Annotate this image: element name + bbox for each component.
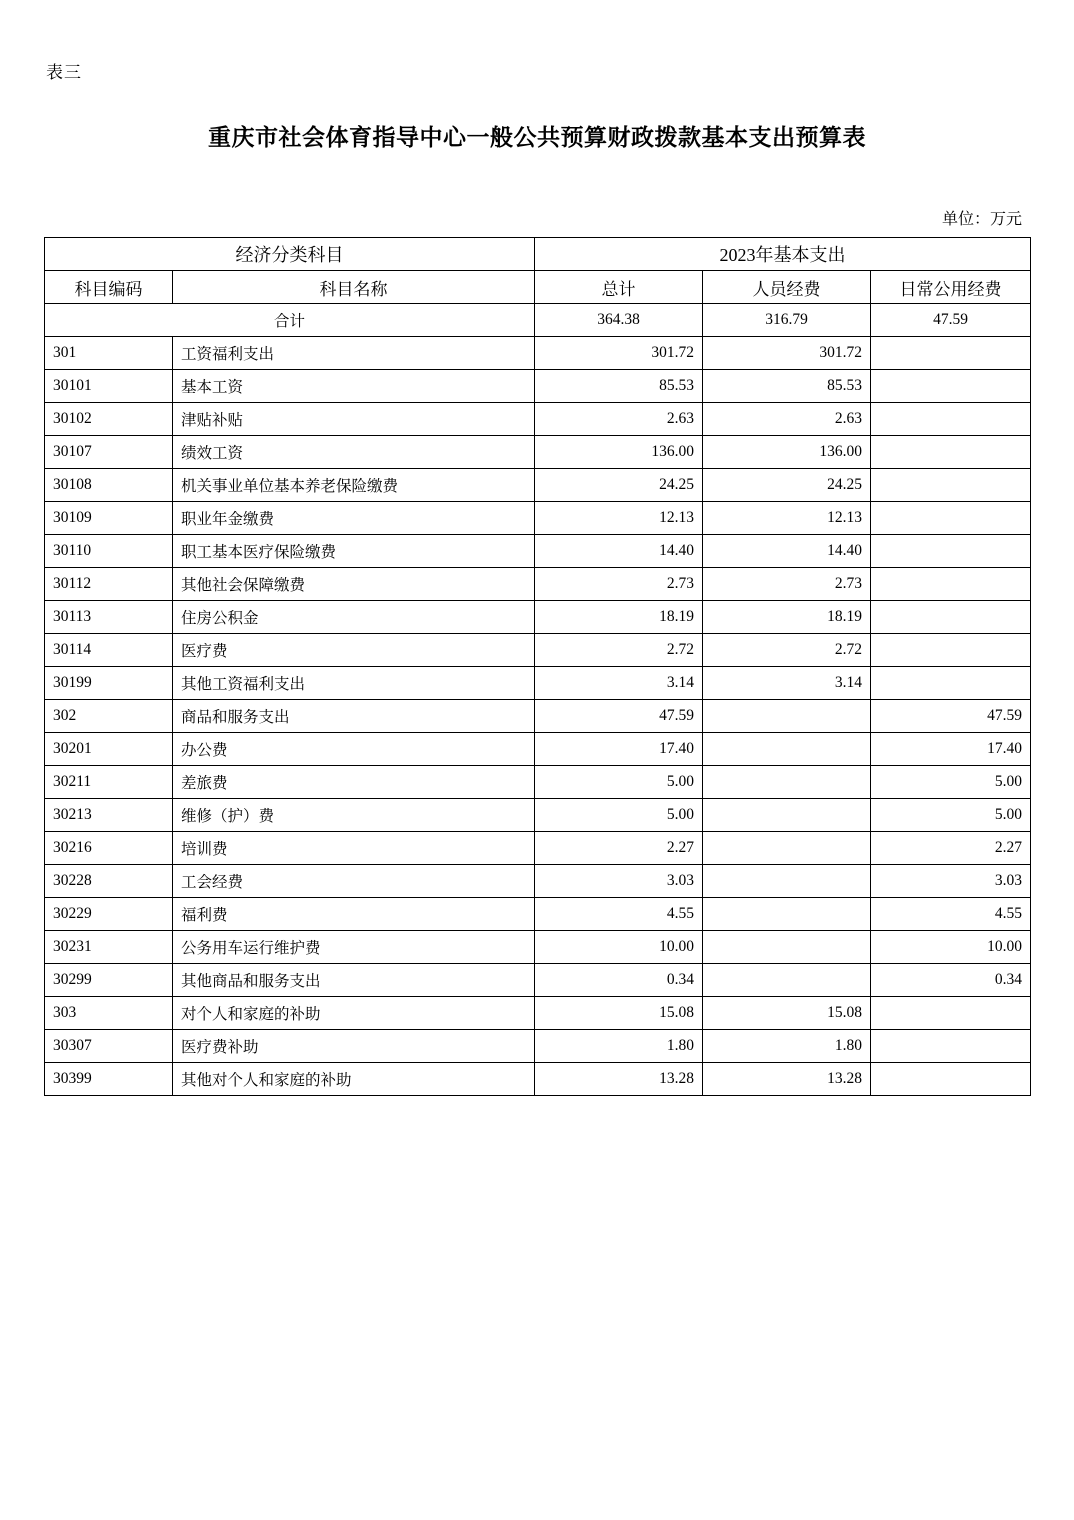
- table-row: [45, 832, 1031, 865]
- cell-subject-code: 30231: [45, 931, 173, 964]
- cell-staff-cost: [703, 733, 871, 766]
- cell-subject-code: 30114: [45, 634, 173, 667]
- cell-subject-name: 办公费: [173, 733, 535, 766]
- cell-subject-name: 其他商品和服务支出: [173, 964, 535, 997]
- cell-total: 3.03: [535, 865, 703, 898]
- table-row: [45, 601, 1031, 634]
- cell-subject-name: 津贴补贴: [173, 403, 535, 436]
- cell-subject-name: 其他对个人和家庭的补助: [173, 1063, 535, 1096]
- cell-subject-code: 30113: [45, 601, 173, 634]
- cell-daily-cost: [871, 502, 1031, 535]
- table-row: [45, 799, 1031, 832]
- summary-total: 364.38: [535, 304, 703, 337]
- summary-staff: 316.79: [703, 304, 871, 337]
- cell-staff-cost: [703, 865, 871, 898]
- cell-daily-cost: 3.03: [871, 865, 1031, 898]
- cell-subject-code: 30109: [45, 502, 173, 535]
- cell-staff-cost: 13.28: [703, 1063, 871, 1096]
- header-col-name: 科目名称: [173, 271, 535, 304]
- cell-staff-cost: 24.25: [703, 469, 871, 502]
- header-group-economic-class: 经济分类科目: [45, 238, 535, 271]
- table-header-group-row: [45, 238, 1031, 271]
- table-row: [45, 337, 1031, 370]
- summary-row: [45, 304, 1031, 337]
- cell-staff-cost: 15.08: [703, 997, 871, 1030]
- summary-daily: 47.59: [871, 304, 1031, 337]
- header-group-basic-expenditure: 2023年基本支出: [535, 238, 1031, 271]
- cell-daily-cost: [871, 601, 1031, 634]
- cell-total: 15.08: [535, 997, 703, 1030]
- cell-subject-code: 30213: [45, 799, 173, 832]
- header-col-code: 科目编码: [45, 271, 173, 304]
- cell-subject-name: 工资福利支出: [173, 337, 535, 370]
- cell-daily-cost: [871, 568, 1031, 601]
- cell-subject-name: 其他社会保障缴费: [173, 568, 535, 601]
- cell-total: 3.14: [535, 667, 703, 700]
- cell-subject-name: 福利费: [173, 898, 535, 931]
- cell-daily-cost: [871, 535, 1031, 568]
- budget-table: [44, 237, 1031, 1096]
- cell-daily-cost: [871, 337, 1031, 370]
- table-row: [45, 964, 1031, 997]
- table-row: [45, 997, 1031, 1030]
- cell-staff-cost: [703, 766, 871, 799]
- table-row: [45, 931, 1031, 964]
- cell-total: 85.53: [535, 370, 703, 403]
- table-row: [45, 436, 1031, 469]
- cell-subject-code: 301: [45, 337, 173, 370]
- cell-daily-cost: 4.55: [871, 898, 1031, 931]
- cell-staff-cost: 85.53: [703, 370, 871, 403]
- cell-total: 10.00: [535, 931, 703, 964]
- cell-total: 5.00: [535, 766, 703, 799]
- table-row: [45, 700, 1031, 733]
- cell-staff-cost: 3.14: [703, 667, 871, 700]
- cell-subject-name: 公务用车运行维护费: [173, 931, 535, 964]
- cell-staff-cost: 18.19: [703, 601, 871, 634]
- table-row: [45, 403, 1031, 436]
- header-col-daily-cost: 日常公用经费: [871, 271, 1031, 304]
- cell-staff-cost: 2.73: [703, 568, 871, 601]
- header-col-total: 总计: [535, 271, 703, 304]
- cell-total: 2.63: [535, 403, 703, 436]
- table-row: [45, 1030, 1031, 1063]
- cell-daily-cost: [871, 997, 1031, 1030]
- cell-total: 14.40: [535, 535, 703, 568]
- table-row: [45, 634, 1031, 667]
- cell-total: 5.00: [535, 799, 703, 832]
- cell-subject-name: 绩效工资: [173, 436, 535, 469]
- table-row: [45, 535, 1031, 568]
- cell-total: 2.72: [535, 634, 703, 667]
- cell-daily-cost: [871, 634, 1031, 667]
- cell-subject-code: 30112: [45, 568, 173, 601]
- cell-subject-name: 医疗费补助: [173, 1030, 535, 1063]
- cell-daily-cost: [871, 1063, 1031, 1096]
- cell-subject-code: 303: [45, 997, 173, 1030]
- cell-subject-code: 30108: [45, 469, 173, 502]
- cell-subject-name: 基本工资: [173, 370, 535, 403]
- header-col-staff-cost: 人员经费: [703, 271, 871, 304]
- cell-total: 17.40: [535, 733, 703, 766]
- cell-total: 0.34: [535, 964, 703, 997]
- cell-subject-name: 其他工资福利支出: [173, 667, 535, 700]
- table-row: [45, 766, 1031, 799]
- table-row: [45, 667, 1031, 700]
- table-header-sub-row: [45, 271, 1031, 304]
- cell-staff-cost: 12.13: [703, 502, 871, 535]
- table-row: [45, 1063, 1031, 1096]
- cell-total: 301.72: [535, 337, 703, 370]
- cell-staff-cost: 14.40: [703, 535, 871, 568]
- cell-subject-name: 维修（护）费: [173, 799, 535, 832]
- page-title: 重庆市社会体育指导中心一般公共预算财政拨款基本支出预算表: [208, 125, 866, 150]
- cell-subject-code: 302: [45, 700, 173, 733]
- cell-subject-code: 30110: [45, 535, 173, 568]
- cell-subject-code: 30199: [45, 667, 173, 700]
- cell-staff-cost: 2.72: [703, 634, 871, 667]
- cell-staff-cost: [703, 799, 871, 832]
- table-row: [45, 865, 1031, 898]
- cell-daily-cost: [871, 667, 1031, 700]
- cell-daily-cost: 2.27: [871, 832, 1031, 865]
- cell-subject-code: 30211: [45, 766, 173, 799]
- cell-daily-cost: 5.00: [871, 799, 1031, 832]
- cell-daily-cost: 10.00: [871, 931, 1031, 964]
- cell-daily-cost: 17.40: [871, 733, 1031, 766]
- cell-staff-cost: [703, 931, 871, 964]
- table-header: [45, 238, 1031, 304]
- cell-subject-code: 30216: [45, 832, 173, 865]
- cell-daily-cost: [871, 403, 1031, 436]
- table-row: [45, 733, 1031, 766]
- cell-total: 136.00: [535, 436, 703, 469]
- cell-total: 12.13: [535, 502, 703, 535]
- table-row: [45, 370, 1031, 403]
- cell-subject-code: 30107: [45, 436, 173, 469]
- cell-subject-name: 培训费: [173, 832, 535, 865]
- cell-daily-cost: [871, 370, 1031, 403]
- cell-subject-code: 30229: [45, 898, 173, 931]
- cell-staff-cost: 2.63: [703, 403, 871, 436]
- cell-staff-cost: 1.80: [703, 1030, 871, 1063]
- cell-subject-name: 对个人和家庭的补助: [173, 997, 535, 1030]
- cell-subject-code: 30307: [45, 1030, 173, 1063]
- summary-label: 合计: [45, 304, 535, 337]
- table-row: [45, 898, 1031, 931]
- cell-subject-name: 职业年金缴费: [173, 502, 535, 535]
- cell-subject-code: 30102: [45, 403, 173, 436]
- cell-daily-cost: 47.59: [871, 700, 1031, 733]
- cell-staff-cost: 301.72: [703, 337, 871, 370]
- cell-daily-cost: 5.00: [871, 766, 1031, 799]
- cell-subject-name: 差旅费: [173, 766, 535, 799]
- cell-total: 18.19: [535, 601, 703, 634]
- cell-total: 2.27: [535, 832, 703, 865]
- cell-subject-name: 职工基本医疗保险缴费: [173, 535, 535, 568]
- cell-total: 4.55: [535, 898, 703, 931]
- cell-subject-code: 30399: [45, 1063, 173, 1096]
- cell-subject-name: 机关事业单位基本养老保险缴费: [173, 469, 535, 502]
- cell-total: 24.25: [535, 469, 703, 502]
- cell-staff-cost: [703, 898, 871, 931]
- cell-total: 1.80: [535, 1030, 703, 1063]
- cell-total: 47.59: [535, 700, 703, 733]
- cell-daily-cost: [871, 436, 1031, 469]
- cell-staff-cost: 136.00: [703, 436, 871, 469]
- cell-total: 13.28: [535, 1063, 703, 1096]
- cell-staff-cost: [703, 700, 871, 733]
- sheet-tag: 表三: [46, 63, 82, 82]
- unit-note: 单位：万元: [941, 211, 1022, 228]
- cell-subject-code: 30228: [45, 865, 173, 898]
- table-body: [45, 304, 1031, 1096]
- cell-subject-code: 30201: [45, 733, 173, 766]
- table-row: [45, 502, 1031, 535]
- cell-subject-code: 30101: [45, 370, 173, 403]
- table-row: [45, 568, 1031, 601]
- cell-subject-name: 住房公积金: [173, 601, 535, 634]
- cell-total: 2.73: [535, 568, 703, 601]
- cell-daily-cost: [871, 469, 1031, 502]
- cell-subject-code: 30299: [45, 964, 173, 997]
- cell-staff-cost: [703, 832, 871, 865]
- table-row: [45, 469, 1031, 502]
- cell-daily-cost: [871, 1030, 1031, 1063]
- cell-subject-name: 工会经费: [173, 865, 535, 898]
- cell-daily-cost: 0.34: [871, 964, 1031, 997]
- cell-subject-name: 医疗费: [173, 634, 535, 667]
- cell-staff-cost: [703, 964, 871, 997]
- cell-subject-name: 商品和服务支出: [173, 700, 535, 733]
